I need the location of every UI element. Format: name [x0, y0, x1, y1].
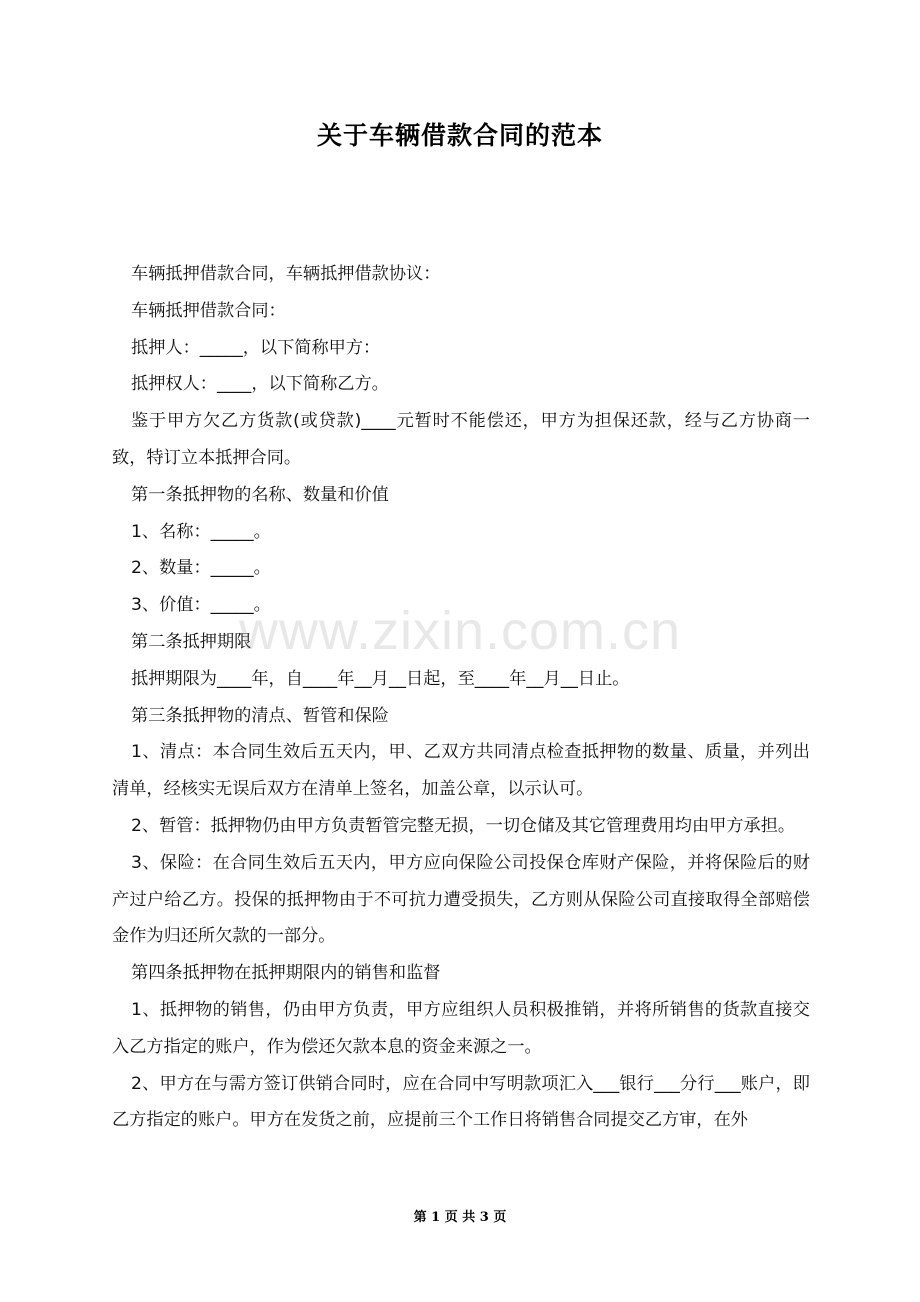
paragraph: 车辆抵押借款合同： [131, 300, 286, 321]
paragraph: 车辆抵押借款合同，车辆抵押借款协议： [131, 264, 441, 284]
page-footer: 第 1 页 共 3 页 [413, 1210, 507, 1225]
watermark: www.zixin.com.cn [238, 601, 682, 661]
paragraph: 2、甲方在与需方签订供销合同时，应在合同中写明款项汇入___银行___分行___账户，即乙方指定的账户。甲方在发货之前，应提前三个工作日将销售合同提交乙方审，在外 [112, 1073, 810, 1131]
paragraph: 1、清点：本合同生效后五天内，甲、乙双方共同清点检查抵押物的数量、质量，并列出清单，经核实无误后双方在清单上签名，加盖公章，以示认可。 [112, 742, 810, 800]
paragraph: 鉴于甲方欠乙方货款(或贷款)____元暂时不能偿还，甲方为担保还款，经与乙方协商一致，特订立本抵押合同。 [112, 411, 810, 468]
paragraph: 2、数量：_____。 [131, 558, 271, 579]
section-heading: 第二条抵押期限 [131, 631, 252, 652]
paragraph: 抵押期限为____年，自____年__月__日起，至____年__月__日止。 [131, 668, 630, 689]
document-title: 关于车辆借款合同的范本 [316, 121, 603, 150]
paragraph: 抵押人：_____，以下简称甲方： [131, 337, 381, 358]
paragraph: 1、抵押物的销售，仍由甲方负责，甲方应组织人员积极推销，并将所销售的货款直接交入乙方指定的账户，作为偿还欠款本息的资金来源之一。 [112, 999, 810, 1057]
paragraph: 3、保险：在合同生效后五天内，甲方应向保险公司投保仓库财产保险，并将保险后的财产过户给乙方。投保的抵押物由于不可抗力遭受损失，乙方则从保险公司直接取得全部赔偿金作为归还所欠款的一部分。 [112, 852, 810, 947]
section-heading: 第四条抵押物在抵押期限内的销售和监督 [131, 963, 441, 984]
document-body [112, 256, 810, 1139]
paragraph: 2、暂管：抵押物仍由甲方负责暂管完整无损，一切仓储及其它管理费用均由甲方承担。 [131, 815, 796, 836]
paragraph: 3、价值：_____。 [131, 595, 271, 616]
section-heading: 第三条抵押物的清点、暂管和保险 [131, 705, 389, 726]
section-heading: 第一条抵押物的名称、数量和价值 [131, 484, 389, 505]
paragraph: 1、名称：_____。 [131, 521, 271, 542]
paragraph: 抵押权人：____，以下简称乙方。 [131, 374, 389, 395]
